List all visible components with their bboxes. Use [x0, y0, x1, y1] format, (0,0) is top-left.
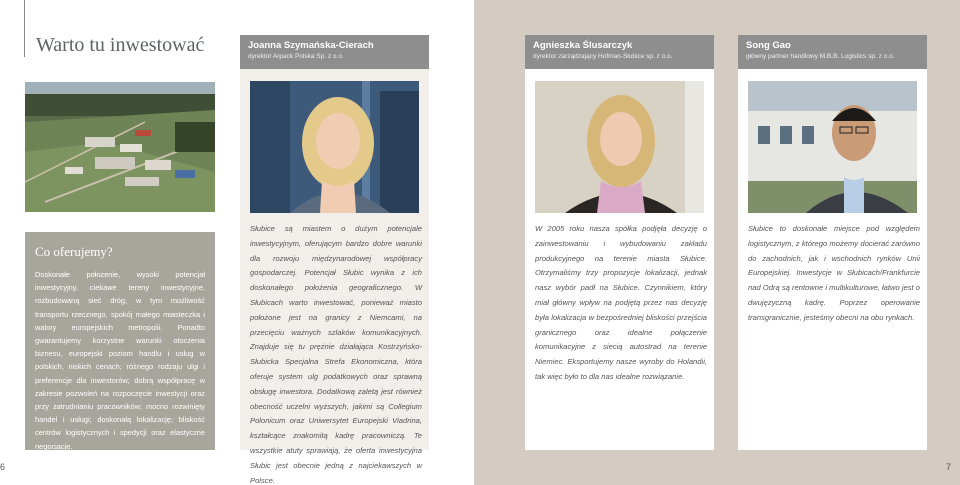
person-role: główny partner handlowy M.B.B. Logistics sp. z o.o. — [746, 53, 895, 60]
person-role: dyrektor Arpack Polska Sp. z o.o. — [248, 53, 344, 60]
testimonial-quote: Słubice to doskonałe miejsce pod względem logistycznym, z którego możemy docierać zarówno do zachodnich, jak i wschodnich rynków Unii Europejskiej. Inwestycje w Słubicach/Frankfurcie nad Odrą są rentowne i multikulturowe, łatwo jest o dwujęzyczną kadrę. Poprzez operowanie transgranicznie, jesteśmy obecni na obu rynkach. — [748, 224, 920, 322]
card-header — [738, 35, 927, 69]
testimonial-card-song — [738, 35, 927, 450]
person-name: Song Gao — [746, 40, 791, 51]
aerial-photo — [25, 82, 215, 212]
testimonial-quote: Słubice są miastem o dużym potencjale inwestycyjnym, oferującym bardzo dobre warunki dla rozwoju międzynarodowej współpracy gospodarczej. Potencjał Słubic wynika z ich doskonałego położenia geograficznego. W Słubicach warto inwestować, ponieważ miasto położone jest na granicy z Niemcami, na przecięciu ważnych szlaków komunikacyjnych. Znajduje się tu prężnie działająca Kostrzyńsko-Słubicka Specjalna Strefa Ekonomiczna, która oferuje system ulg podatkowych oraz sprawną obsługę inwestora. Dodatkową zaletą jest również obecność uczelni wyższych, jakimi są Collegium Polonicum oraz Uniwersytet Europejski Viadrina, kształcące znakomitą kadrę pracowniczą. Te wszystkie atuty sprawiają, że oferta inwestycyjna Słubic jest obecnie jedną z najciekawszych w Polsce. — [250, 224, 422, 485]
page-number-left: 6 — [0, 462, 6, 472]
portrait-photo — [250, 81, 419, 213]
page-number-right: 7 — [946, 462, 952, 472]
portrait-photo — [535, 81, 704, 213]
page-title: Warto tu inwestować — [36, 34, 205, 56]
testimonial-card-agnieszka — [525, 35, 714, 450]
portrait-photo — [748, 81, 917, 213]
intro-panel — [25, 232, 215, 450]
intro-heading: Co oferujemy? — [35, 244, 113, 259]
title-rule — [24, 0, 25, 57]
intro-body: Doskonałe położenie, wysoki potencjał inwestycyjny, ciekawe tereny inwestycyjne, rozbudowaną sieć dróg, w tym możliwość transportu rzecznego, spokój małego miasteczka i walory europejskich metropolii. Ponadto gwarantujemy korzystne warunki otoczenia biznesu, europejski poziom handlu i usług w polskich, niskich cenach; różnego rodzaju ulgi i preferencje dla inwestorów; dobrą współpracę w zakresie pozwoleń na rozpoczęcie inwestycji oraz przy zatrudnianiu pracowników; mocno rozwinięty handel i usługi; doskonałą lokalizację; bliskość centrów logistycznych i spedycji oraz elastyczne negocjacje. — [35, 270, 205, 451]
person-name: Agnieszka Ślusarczyk — [533, 40, 633, 51]
testimonial-quote: W 2005 roku nasza spółka podjęła decyzję o zainwestowaniu i wybudowaniu zakładu produkcyjnego na terenie miasta Słubice. Otrzymaliśmy trzy propozycje lokalizacji, jednak nasz wybór padł na Słubice. Czynnikiem, który miał główny wpływ na podjętą przez nas decyzję była lokalizacja w bezpośredniej bliskości przejścia granicznego oraz idealne połączenie komunikacyjne z siecią autostrad na terenie Niemiec. Eksportujemy nasze wyroby do Holandii, tak więc było to dla nas idealne rozwiązanie. — [535, 224, 707, 381]
card-header — [525, 35, 714, 69]
person-role: dyrektor zarządzający Hofman-Słubice sp. z o.o. — [533, 53, 673, 60]
testimonial-card-joanna — [240, 35, 429, 485]
person-name: Joanna Szymańska-Cierach — [248, 40, 374, 51]
card-header — [240, 35, 429, 69]
